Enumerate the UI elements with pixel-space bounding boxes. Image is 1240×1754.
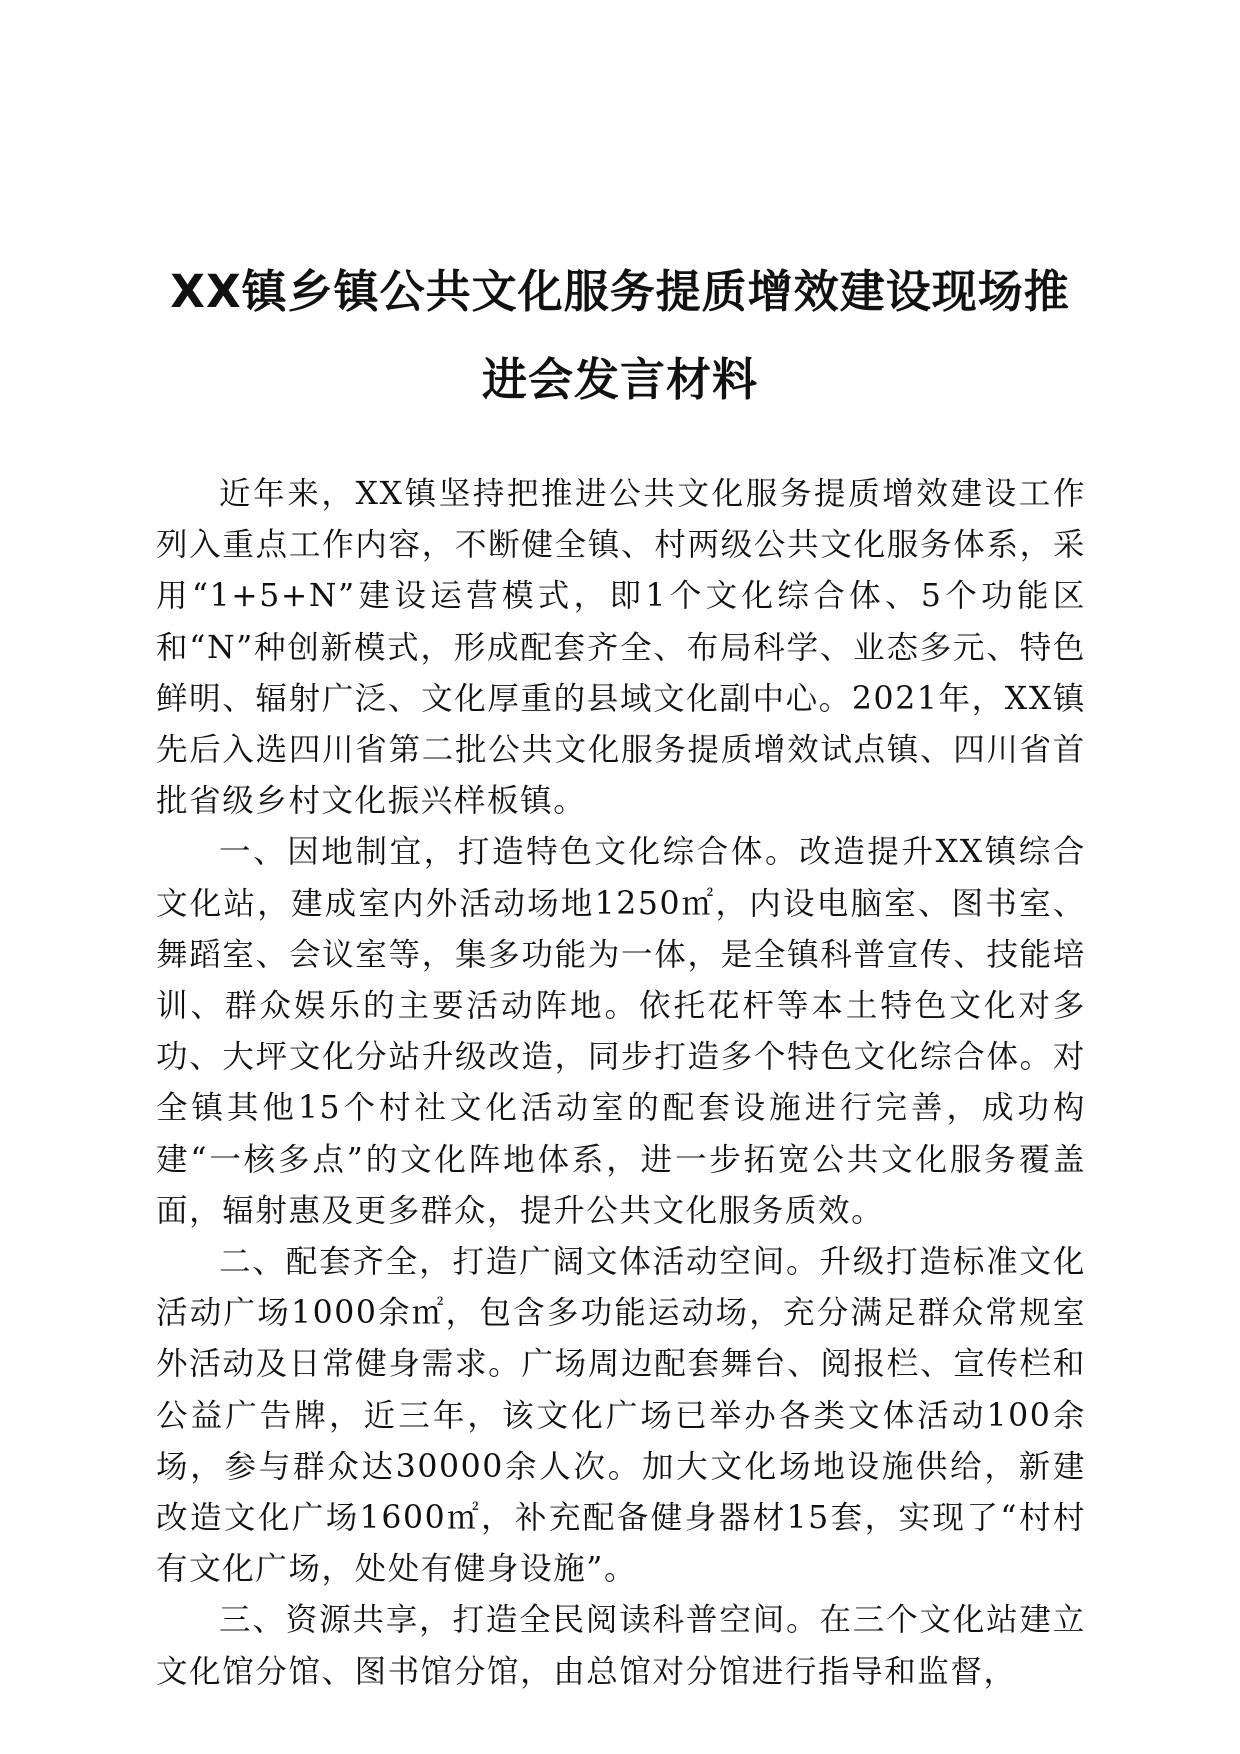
paragraph-section-2: 二、配套齐全，打造广阔文体活动空间。升级打造标准文化活动广场1000余㎡，包含多功能运动场，充分满足群众常规室外活动及日常健身需求。广场周边配套舞台、阅报栏、宣传栏和公益广告牌，近三年，该文化广场已举办各类文体活动100余场，参与群众达30000余人次。加大文化场地设施供给，新建改造文化广场1600㎡，补充配备健身器材15套，实现了“村村有文化广场，处处有健身设施”。 [156,1244,1086,1588]
paragraph-section-1: 一、因地制宜，打造特色文化综合体。改造提升XX镇综合文化站，建成室内外活动场地1250㎡，内设电脑室、图书室、舞蹈室、会议室等，集多功能为一体，是全镇科普宣传、技能培训、群众娱乐的主要活动阵地。依托花杆等本土特色文化对多功、大坪文化分站升级改造，同步打造多个特色文化综合体。对全镇其他15个村社文化活动室的配套设施进行完善，成功构建“一核多点”的文化阵地体系，进一步拓宽公共文化服务覆盖面，辐射惠及更多群众，提升公共文化服务质效。 [156,834,1086,1229]
title-line-1: XX镇乡镇公共文化服务提质增效建设现场推 [170,265,1070,318]
paragraph-intro: 近年来，XX镇坚持把推进公共文化服务提质增效建设工作列入重点工作内容，不断健全镇、村两级公共文化服务体系，采用“1+5+N”建设运营模式，即1个文化综合体、5个功能区和“N”种创新模式，形成配套齐全、布局科学、业态多元、特色鲜明、辐射广泛、文化厚重的县域文化副中心。2021年，XX镇先后入选四川省第二批公共文化服务提质增效试点镇、四川省首批省级乡村文化振兴样板镇。 [156,476,1086,820]
document-title [150,248,1090,424]
paragraph-section-3: 三、资源共享，打造全民阅读科普空间。在三个文化站建立文化馆分馆、图书馆分馆，由总馆对分馆进行指导和监督， [156,1602,1086,1690]
title-line-2: 进会发言材料 [481,353,758,406]
document-body [156,469,1086,1698]
